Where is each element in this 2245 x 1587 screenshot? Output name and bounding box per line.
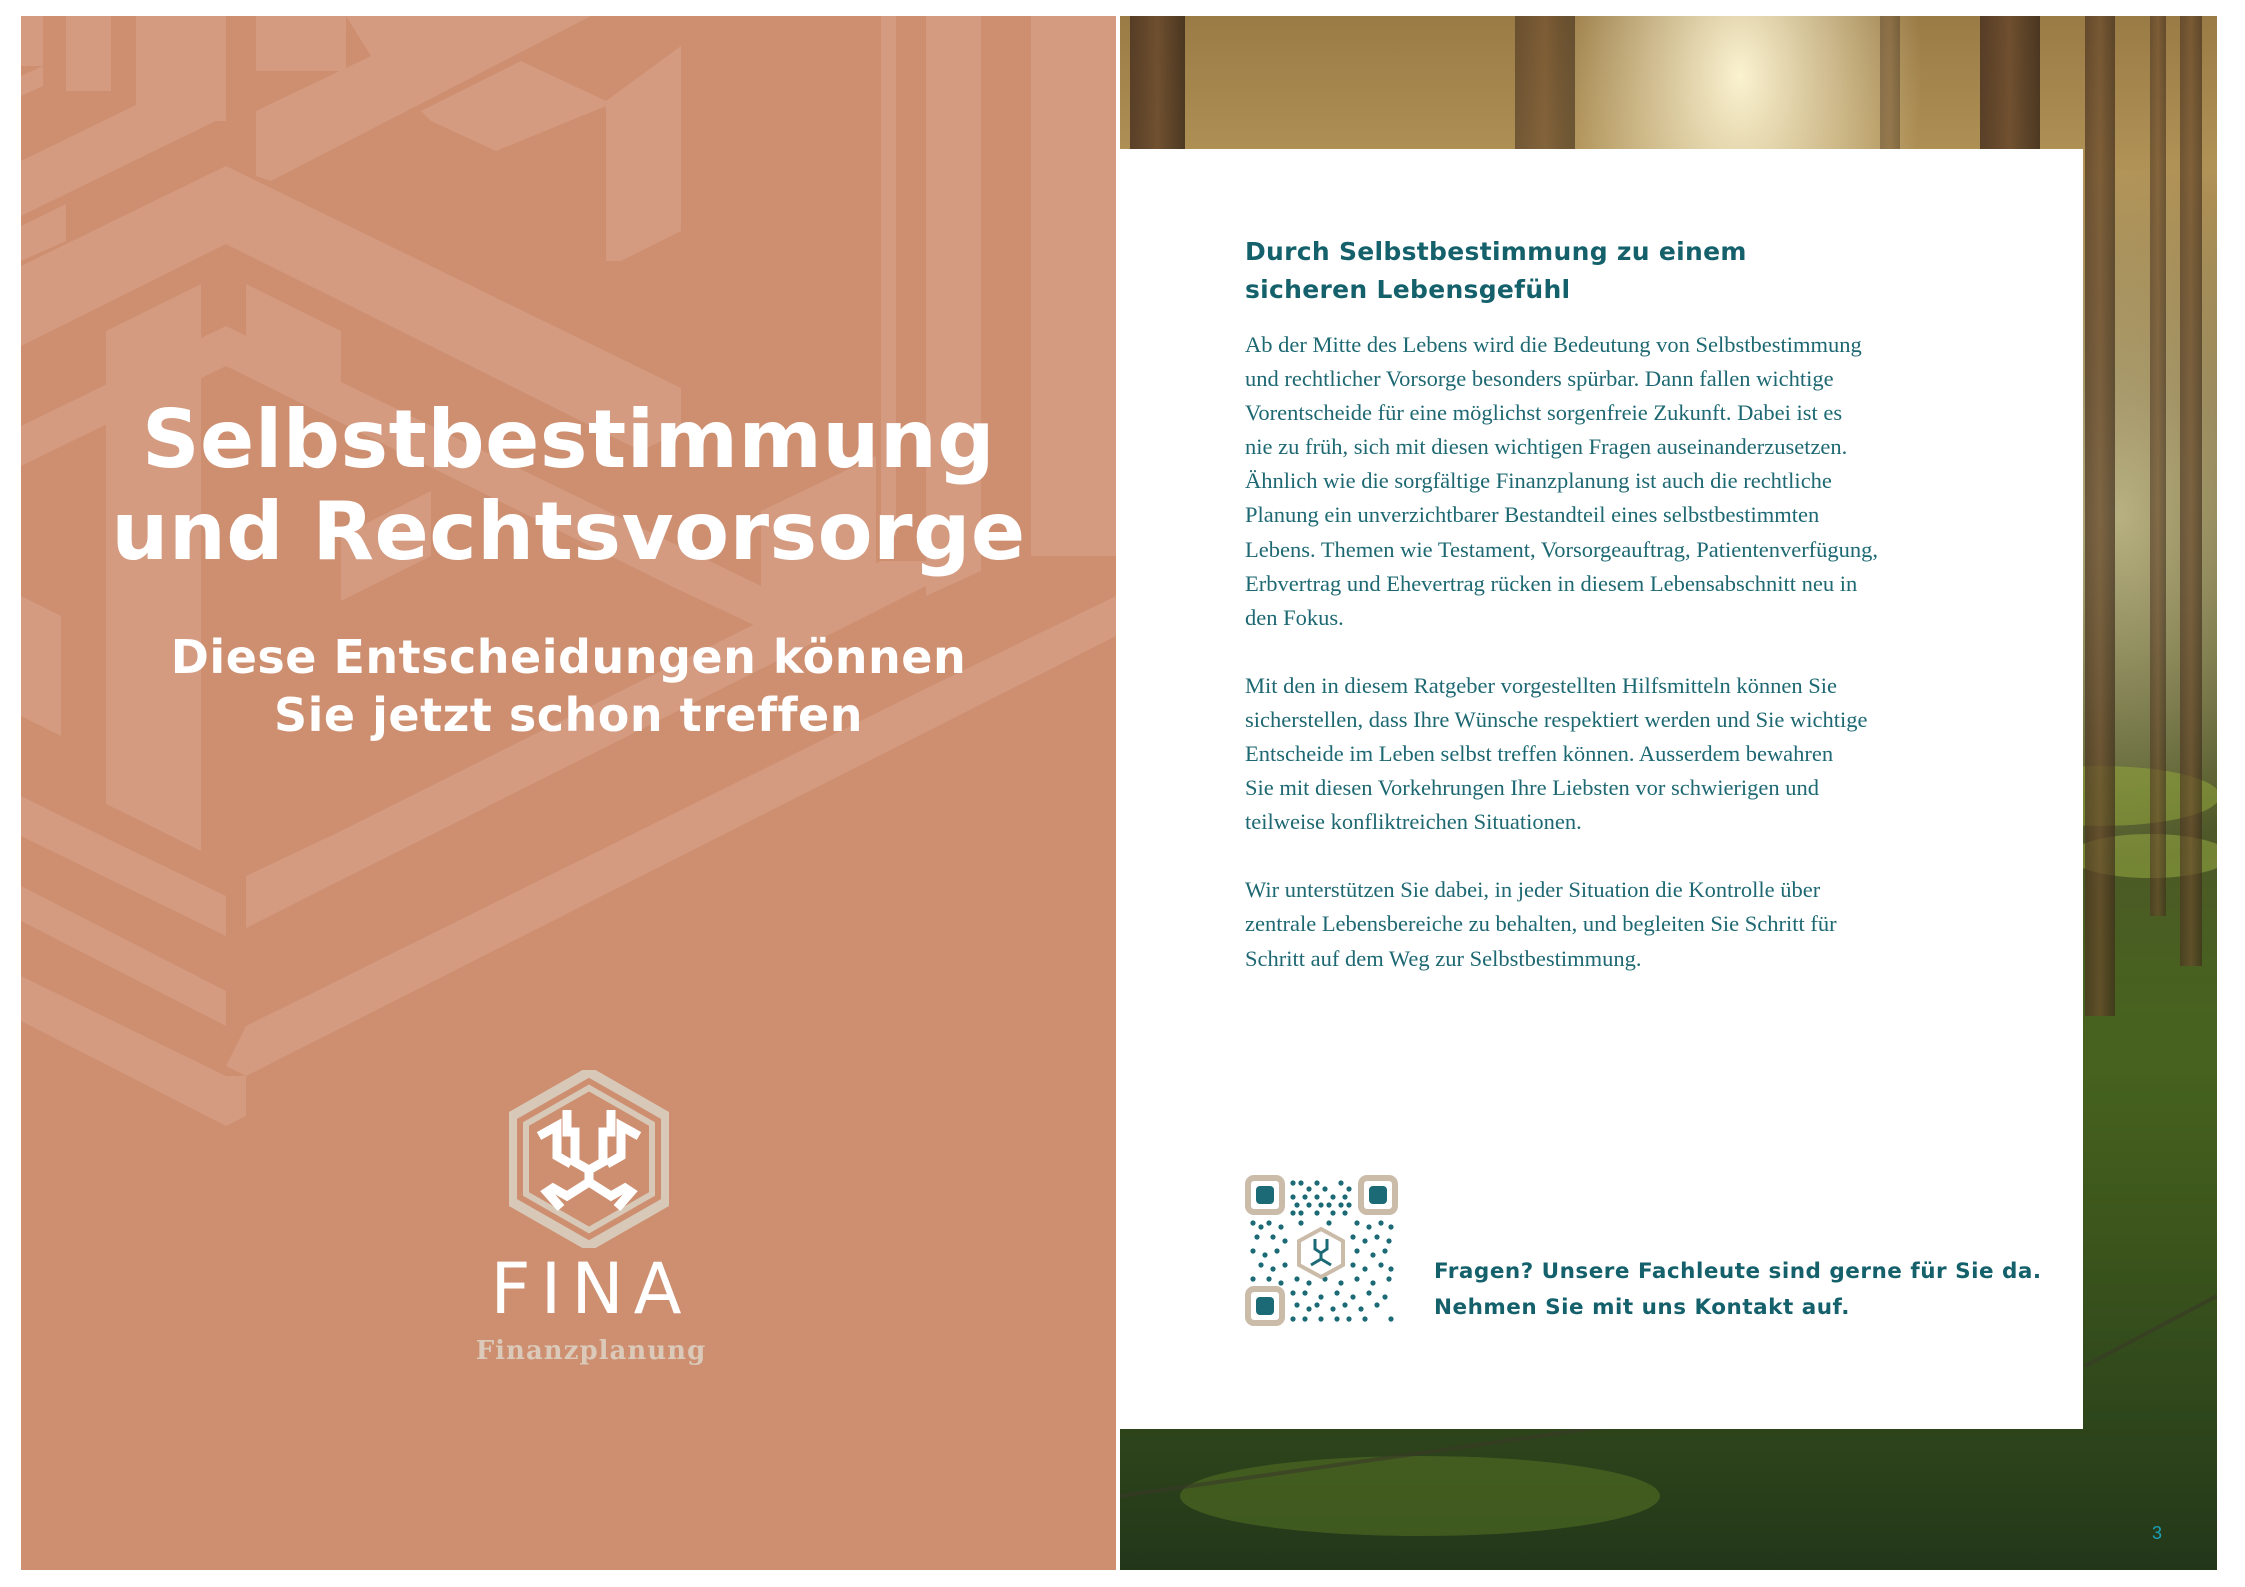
text-line: den Fokus. xyxy=(1245,604,1344,630)
cover-title-line-1: Selbstbestimmung xyxy=(141,393,996,486)
left-page-cover xyxy=(21,16,1116,1570)
qr-code-icon[interactable] xyxy=(1245,1175,1398,1326)
text-line: Planung ein unverzichtbarer Bestandteil eines selbstbestimmten xyxy=(1245,502,1820,528)
paragraph-3 xyxy=(1245,873,1975,975)
fina-hexagon-logo-icon xyxy=(509,1070,669,1248)
text-line: sicherstellen, dass Ihre Wünsche respektiert werden und Sie wichtige xyxy=(1245,706,1868,732)
text-line: Wir unterstützen Sie dabei, in jeder Situation die Kontrolle über xyxy=(1245,877,1821,903)
text-line: Ähnlich wie die sorgfältige Finanzplanung ist auch die rechtliche xyxy=(1245,468,1832,494)
cover-subtitle-line-2: Sie jetzt schon treffen xyxy=(274,688,863,742)
text-line: Entscheide im Leben selbst treffen können. Ausserdem bewahren xyxy=(1245,741,1834,767)
cover-title-line-2: und Rechtsvorsorge xyxy=(111,485,1026,578)
card-body xyxy=(1245,328,1975,1010)
page-number: 3 xyxy=(2152,1523,2163,1543)
text-line: Sie mit diesen Vorkehrungen Ihre Liebsten vor schwierigen und xyxy=(1245,775,1820,801)
text-line: Lebens. Themen wie Testament, Vorsorgeauftrag, Patientenverfügung, xyxy=(1245,536,1879,562)
qr-center-logo-icon xyxy=(1299,1229,1343,1277)
text-line: teilweise konfliktreichen Situationen. xyxy=(1245,809,1582,835)
text-line: zentrale Lebensbereiche zu behalten, und begleiten Sie Schritt für xyxy=(1245,911,1837,937)
text-line: Mit den in diesem Ratgeber vorgestellten Hilfsmitteln können Sie xyxy=(1245,672,1837,698)
text-line: Vorentscheide für eine möglichst sorgenfreie Zukunft. Dabei ist es xyxy=(1245,400,1843,426)
brand-name: FINA xyxy=(490,1248,692,1330)
text-line: nie zu früh, sich mit diesen wichtigen Fragen auseinanderzusetzen. xyxy=(1245,434,1848,460)
contact-line-2: Nehmen Sie mit uns Kontakt auf. xyxy=(1434,1295,1850,1320)
fina-logo xyxy=(461,1056,721,1386)
contact-callout xyxy=(1434,1254,2054,1326)
cover-title xyxy=(21,394,1116,578)
text-line: Ab der Mitte des Lebens wird die Bedeutung von Selbstbestimmung xyxy=(1245,332,1862,357)
right-page-forest xyxy=(1120,16,2217,1570)
contact-line-1: Fragen? Unsere Fachleute sind gerne für Sie da. xyxy=(1434,1259,2042,1284)
text-line: Erbvertrag und Ehevertrag rücken in diesem Lebensabschnitt neu in xyxy=(1245,570,1858,596)
card-heading-line-2: sicheren Lebensgefühl xyxy=(1245,275,1571,304)
text-line: Schritt auf dem Weg zur Selbstbestimmung. xyxy=(1245,945,1642,971)
text-line: und rechtlicher Vorsorge besonders spürbar. Dann fallen wichtige xyxy=(1245,366,1834,392)
content-card xyxy=(1120,149,2083,1429)
paragraph-2 xyxy=(1245,669,1975,839)
cover-subtitle-line-1: Diese Entscheidungen können xyxy=(170,630,967,684)
card-heading xyxy=(1245,233,1845,309)
card-heading-line-1: Durch Selbstbestimmung zu einem xyxy=(1245,237,1747,266)
cover-subtitle xyxy=(21,628,1116,744)
brand-tagline: Finanzplanung xyxy=(475,1336,707,1366)
cover-title-block xyxy=(21,394,1116,744)
paragraph-1 xyxy=(1245,328,1975,635)
